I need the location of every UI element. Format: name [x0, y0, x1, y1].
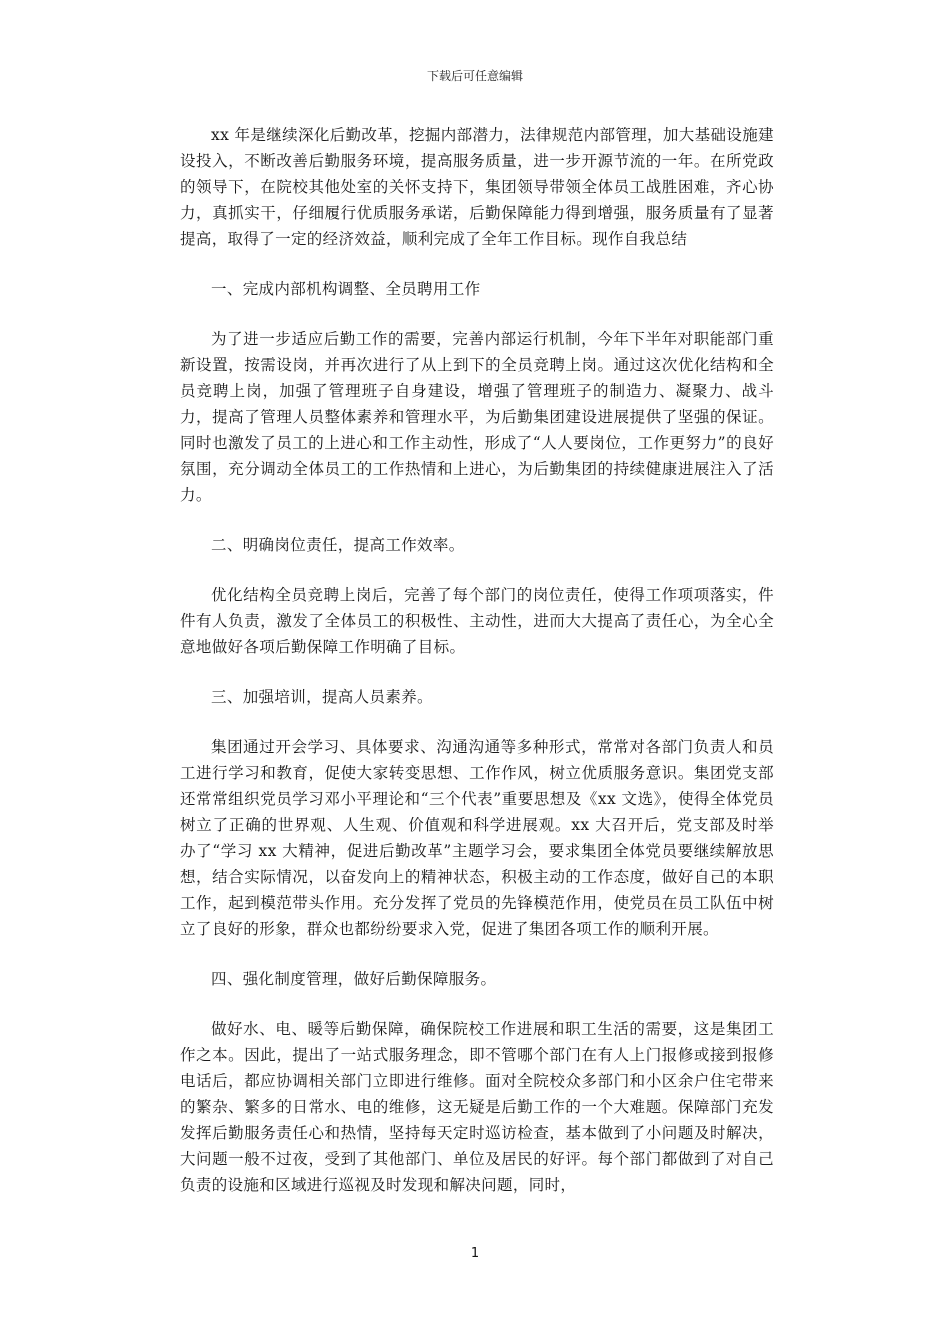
intro-paragraph: xx 年是继续深化后勤改革，挖掘内部潜力，法律规范内部管理，加大基础设施建设投入，不断改善后勤服务环境，提高服务质量，进一步开源节流的一年。在所党政的领导下，在院校其他处室的关怀支持下，集团领导带领全体员工战胜困难，齐心协力，真抓实干，仔细履行优质服务承诺，后勤保障能力得到增强，服务质量有了显著提高，取得了一定的经济效益，顺利完成了全年工作目标。现作自我总结 [180, 126, 774, 248]
section-2-heading: 二、明确岗位责任，提高工作效率。 [211, 536, 465, 554]
section-1-paragraph: 为了进一步适应后勤工作的需要，完善内部运行机制，今年下半年对职能部门重新设置，按需设岗，并再次进行了从上到下的全员竞聘上岗。通过这次优化结构和全员竞聘上岗，加强了管理班子自身建设，增强了管理班子的制造力、凝聚力、战斗力，提高了管理人员整体素养和管理水平，为后勤集团建设进展提供了坚强的保证。同时也激发了员工的上进心和工作主动性，形成了“人人要岗位，工作更努力”的良好氛围，充分调动全体员工的工作热情和上进心，为后勤集团的持续健康进展注入了活力。 [180, 330, 774, 504]
spacer [180, 302, 774, 326]
section-1-heading: 一、完成内部机构调整、全员聘用工作 [211, 280, 481, 298]
section-3-paragraph: 集团通过开会学习、具体要求、沟通沟通等多种形式，常常对各部门负责人和员工进行学习和教育，促使大家转变思想、工作作风，树立优质服务意识。集团党支部还常常组织党员学习邓小平理论和“三个代表”重要思想及《xx 文选》，使得全体党员树立了正确的世界观、人生观、价值观和科学进展观。xx 大召开后，党支部及时举办了“学习 xx 大精神，促进后勤改革”主题学习会，要求集团全体党员要继续解放思想，结合实际情况，以奋发向上的精神状态，积极主动的工作态度，做好自己的本职工作，起到模范带头作用。充分发挥了党员的先锋模范作用，使党员在员工队伍中树立了良好的形象，群众也都纷纷要求入党，促进了集团各项工作的顺利开展。 [180, 738, 774, 938]
spacer [180, 660, 774, 684]
document-body [180, 122, 774, 1198]
spacer [180, 942, 774, 966]
section-3-heading: 三、加强培训，提高人员素养。 [211, 688, 433, 706]
spacer [180, 710, 774, 734]
section-2-paragraph: 优化结构全员竞聘上岗后，完善了每个部门的岗位责任，使得工作项项落实，件件有人负责，激发了全体员工的积极性、主动性，进而大大提高了责任心，为全心全意地做好各项后勤保障工作明确了目标。 [180, 586, 774, 656]
spacer [180, 558, 774, 582]
section-4-heading: 四、强化制度管理，做好后勤保障服务。 [211, 970, 497, 988]
section-4-paragraph: 做好水、电、暖等后勤保障，确保院校工作进展和职工生活的需要，这是集团工作之本。因此，提出了一站式服务理念，即不管哪个部门在有人上门报修或接到报修电话后，都应协调相关部门立即进行维修。面对全院校众多部门和小区余户住宅带来的繁杂、繁多的日常水、电的维修，这无疑是后勤工作的一个大难题。保障部门充发发挥后勤服务责任心和热情，坚持每天定时巡访检查，基本做到了小问题及时解决，大问题一般不过夜，受到了其他部门、单位及居民的好评。每个部门都做到了对自己负责的设施和区域进行巡视及时发现和解决问题，同时， [180, 1020, 774, 1194]
spacer [180, 508, 774, 532]
page-number: 1 [470, 1246, 480, 1261]
page-header: 下载后可任意编辑 [426, 69, 523, 83]
spacer [180, 992, 774, 1016]
spacer [180, 252, 774, 276]
